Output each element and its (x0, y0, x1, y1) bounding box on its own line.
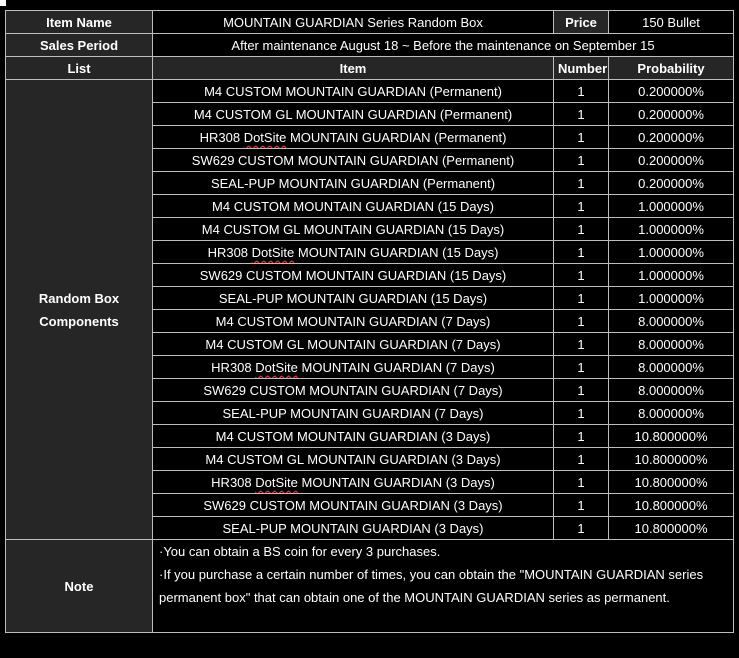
item-cell (153, 103, 554, 126)
item-name-text: M4 CUSTOM MOUNTAIN GUARDIAN (15 Days) (212, 198, 494, 214)
item-name-suffix: MOUNTAIN GUARDIAN (15 Days) (294, 244, 499, 260)
item-header: Item (153, 57, 554, 80)
item-cell (153, 471, 554, 494)
item-name-text: HR308 (211, 474, 256, 490)
item-name-text: M4 CUSTOM GL MOUNTAIN GUARDIAN (7 Days) (205, 336, 501, 352)
item-name-text: SW629 CUSTOM MOUNTAIN GUARDIAN (15 Days) (199, 267, 507, 283)
item-name-text: SW629 CUSTOM MOUNTAIN GUARDIAN (7 Days) (203, 382, 503, 398)
column-header-row (6, 57, 734, 80)
item-cell (153, 218, 554, 241)
item-cell (153, 172, 554, 195)
number-cell: 1 (554, 241, 609, 264)
probability-cell: 10.800000% (609, 448, 734, 471)
probability-cell: 1.000000% (609, 287, 734, 310)
probability-cell: 8.000000% (609, 333, 734, 356)
item-cell (153, 241, 554, 264)
number-cell: 1 (554, 264, 609, 287)
item-name-highlight: DotSite (255, 474, 298, 490)
sales-period-value: After maintenance August 18 ~ Before the maintenance on September 15 (153, 34, 734, 57)
item-name-suffix: MOUNTAIN GUARDIAN (3 Days) (297, 474, 495, 490)
probability-cell: 8.000000% (609, 379, 734, 402)
price-value: 150 Bullet (609, 11, 734, 34)
random-box-components-label: Random Box Components (6, 80, 153, 540)
item-cell (153, 333, 554, 356)
number-cell: 1 (554, 379, 609, 402)
probability-cell: 0.200000% (609, 149, 734, 172)
item-name-text: HR308 (207, 244, 252, 260)
number-cell: 1 (554, 356, 609, 379)
probability-cell: 8.000000% (609, 402, 734, 425)
item-cell (153, 126, 554, 149)
note-text (153, 540, 734, 633)
item-name-text: M4 CUSTOM GL MOUNTAIN GUARDIAN (Permanent) (193, 106, 513, 122)
probability-cell: 10.800000% (609, 425, 734, 448)
probability-cell: 1.000000% (609, 264, 734, 287)
item-name-text: M4 CUSTOM MOUNTAIN GUARDIAN (3 Days) (215, 428, 491, 444)
number-cell: 1 (554, 425, 609, 448)
probability-header: Probability (609, 57, 734, 80)
item-name-row (6, 11, 734, 34)
item-name-suffix: MOUNTAIN GUARDIAN (Permanent) (286, 129, 507, 145)
sales-period-row (6, 34, 734, 57)
number-cell: 1 (554, 494, 609, 517)
item-name-text: SEAL-PUP MOUNTAIN GUARDIAN (7 Days) (222, 405, 484, 421)
item-cell (153, 195, 554, 218)
item-cell (153, 379, 554, 402)
item-cell (153, 517, 554, 540)
item-cell (153, 264, 554, 287)
number-cell: 1 (554, 402, 609, 425)
item-name-label: Item Name (6, 11, 153, 34)
note-label: Note (6, 540, 153, 633)
price-label: Price (554, 11, 609, 34)
number-cell: 1 (554, 471, 609, 494)
item-name-text: M4 CUSTOM GL MOUNTAIN GUARDIAN (15 Days) (201, 221, 505, 237)
probability-cell: 0.200000% (609, 80, 734, 103)
item-name-highlight: DotSite (251, 244, 295, 260)
number-cell: 1 (554, 310, 609, 333)
item-cell (153, 494, 554, 517)
item-name-text: SEAL-PUP MOUNTAIN GUARDIAN (Permanent) (210, 175, 496, 191)
number-cell: 1 (554, 126, 609, 149)
number-cell: 1 (554, 103, 609, 126)
sales-period-label: Sales Period (6, 34, 153, 57)
probability-cell: 10.800000% (609, 471, 734, 494)
item-name-highlight: DotSite (255, 359, 298, 375)
list-header: List (6, 57, 153, 80)
number-cell: 1 (554, 80, 609, 103)
table-row (6, 80, 734, 103)
note-line: ·You can obtain a BS coin for every 3 purchases. (159, 544, 441, 559)
item-name-value: MOUNTAIN GUARDIAN Series Random Box (153, 11, 554, 34)
number-cell: 1 (554, 218, 609, 241)
number-cell: 1 (554, 195, 609, 218)
probability-cell: 0.200000% (609, 103, 734, 126)
item-name-highlight: DotSite (243, 129, 287, 145)
item-cell (153, 80, 554, 103)
item-name-text: SEAL-PUP MOUNTAIN GUARDIAN (3 Days) (222, 520, 484, 536)
probability-cell: 0.200000% (609, 172, 734, 195)
number-cell: 1 (554, 287, 609, 310)
item-name-text: SW629 CUSTOM MOUNTAIN GUARDIAN (3 Days) (203, 497, 503, 513)
item-cell (153, 149, 554, 172)
item-name-text: M4 CUSTOM MOUNTAIN GUARDIAN (Permanent) (204, 83, 502, 99)
item-name-text: SEAL-PUP MOUNTAIN GUARDIAN (15 Days) (218, 290, 488, 306)
probability-cell: 10.800000% (609, 494, 734, 517)
number-header: Number (554, 57, 609, 80)
number-cell: 1 (554, 333, 609, 356)
number-cell: 1 (554, 448, 609, 471)
probability-cell: 8.000000% (609, 356, 734, 379)
probability-cell: 1.000000% (609, 218, 734, 241)
item-cell (153, 356, 554, 379)
probability-cell: 1.000000% (609, 241, 734, 264)
probability-cell: 1.000000% (609, 195, 734, 218)
item-name-suffix: MOUNTAIN GUARDIAN (7 Days) (297, 359, 495, 375)
random-box-table (5, 10, 734, 633)
note-line: ·If you purchase a certain number of times, you can obtain the "MOUNTAIN GUARDIAN series permanent box" that can obtain one of the MOUNTAIN GUARDIAN series as permanent. (159, 567, 704, 605)
item-cell (153, 402, 554, 425)
item-name-text: M4 CUSTOM MOUNTAIN GUARDIAN (7 Days) (215, 313, 491, 329)
number-cell: 1 (554, 172, 609, 195)
item-cell (153, 425, 554, 448)
item-cell (153, 287, 554, 310)
number-cell: 1 (554, 517, 609, 540)
item-name-text: HR308 (199, 129, 244, 145)
probability-cell: 0.200000% (609, 126, 734, 149)
item-cell (153, 310, 554, 333)
item-cell (153, 448, 554, 471)
corner-marker (0, 0, 6, 6)
probability-cell: 10.800000% (609, 517, 734, 540)
item-name-text: SW629 CUSTOM MOUNTAIN GUARDIAN (Permanent) (191, 152, 515, 168)
probability-cell: 8.000000% (609, 310, 734, 333)
number-cell: 1 (554, 149, 609, 172)
note-row (6, 540, 734, 633)
item-name-text: M4 CUSTOM GL MOUNTAIN GUARDIAN (3 Days) (205, 451, 501, 467)
item-name-text: HR308 (211, 359, 256, 375)
